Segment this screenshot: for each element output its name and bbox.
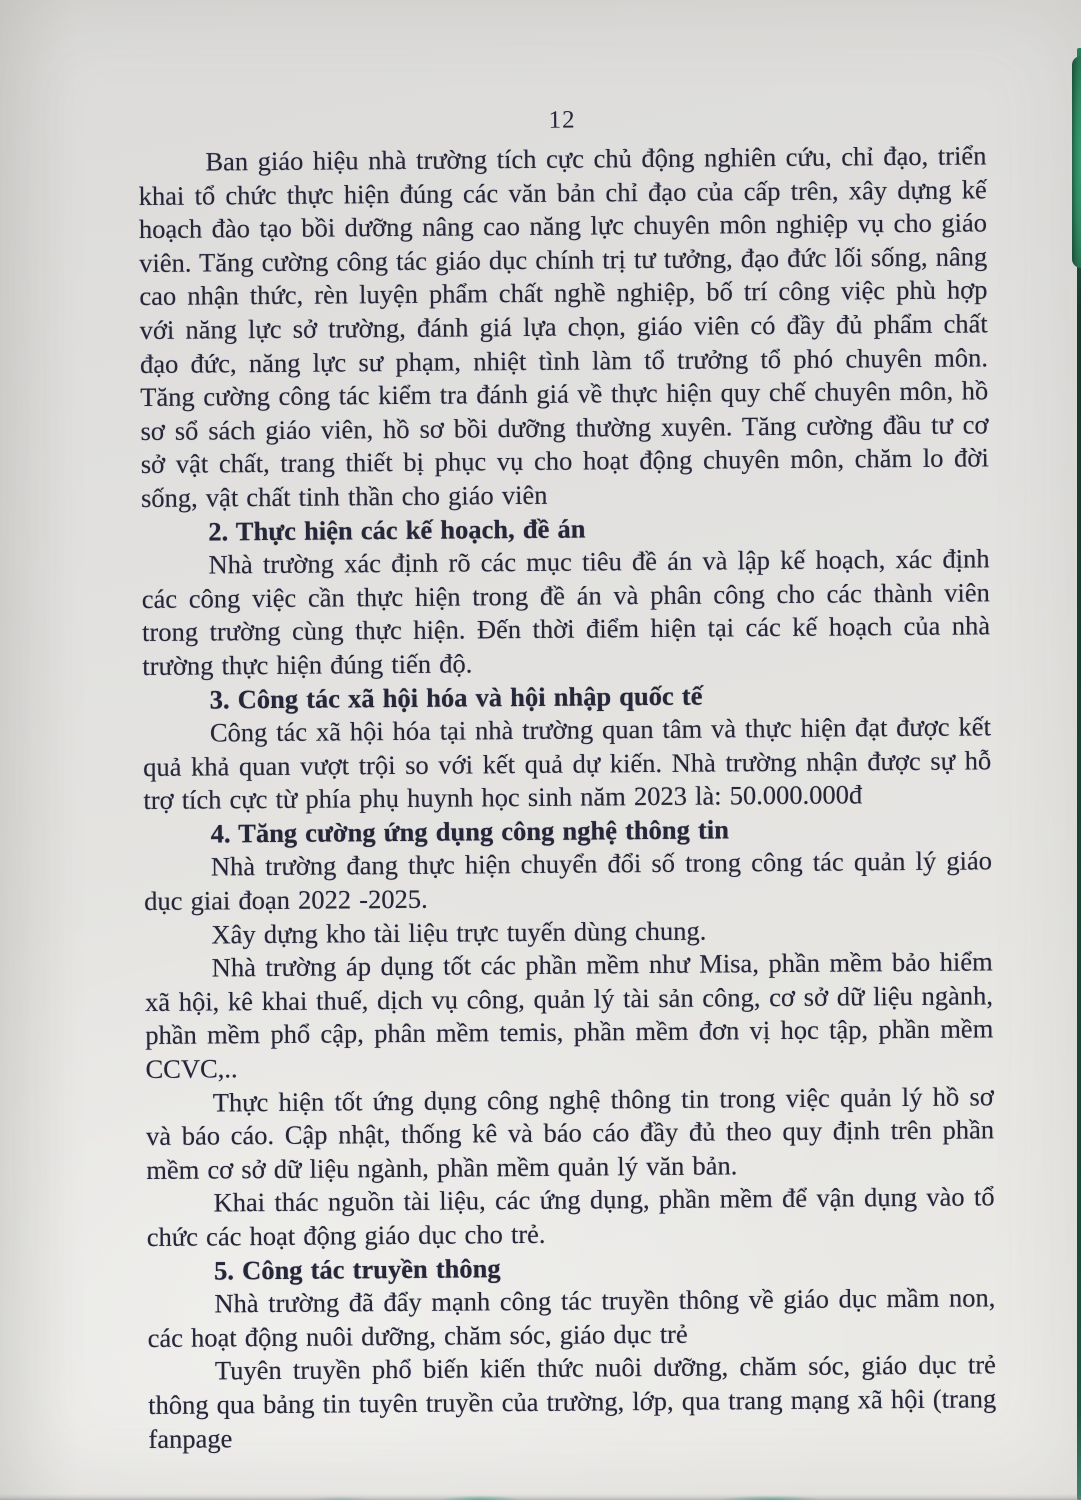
paragraph: Khai thác nguồn tài liệu, các ứng dụng, phần mềm để vận dụng vào tổ chức các hoạt động giáo dục cho trẻ.: [146, 1181, 995, 1252]
section-heading: 5. Công tác truyền thông: [213, 1252, 501, 1286]
section-heading: 4. Tăng cường ứng dụng công nghệ thông tin: [210, 814, 730, 849]
paragraph: Công tác xã hội hóa tại nhà trường quan tâm và thực hiện đạt được kết quả khả quan vượt trội so với kết quả dự kiến. Nhà trường nhận được sự hỗ trợ tích cực từ phía phụ huynh học sinh năm 2023 là: 50.000.000đ: [143, 711, 992, 816]
paragraph: Tuyên truyền phổ biến kiến thức nuôi dưỡng, chăm sóc, giáo dục trẻ thông qua bảng tin tuyên truyền của trường, lớp, qua trang mạng xã hội (trang fanpage: [148, 1349, 997, 1454]
paper-shading: [0, 0, 90, 1500]
background-edge-bulge: [1072, 56, 1081, 268]
document-body: [138, 139, 996, 1456]
page-number: 12: [548, 106, 576, 134]
section-heading: 2. Thực hiện các kế hoạch, đề án: [208, 513, 586, 546]
paragraph: Xây dựng kho tài liệu trực tuyến dùng chung.: [211, 915, 707, 950]
paragraph: Ban giáo hiệu nhà trường tích cực chủ động nghiên cứu, chỉ đạo, triển khai tổ chức thực hiện đúng các văn bản chỉ đạo của cấp trên, xây dựng kế hoạch đào tạo bồi dưỡng nâng cao năng lực chuyên môn nghiệp vụ cho giáo viên. Tăng cường công tác giáo dục chính trị tư tưởng, đạo đức lối sống, nâng cao nhận thức, rèn luyện phẩm chất nghề nghiệp, bố trí công việc phù hợp với năng lực sở trường, đánh giá lựa chọn, giáo viên có đầy đủ phẩm chất đạo đức, năng lực sư phạm, nhiệt tình làm tổ trưởng tổ phó chuyên môn. Tăng cường công tác kiểm tra đánh giá về thực hiện quy chế chuyên môn, hồ sơ sổ sách giáo viên, hồ sơ bồi dưỡng thường xuyên. Tăng cường đầu tư cơ sở vật chất, trang thiết bị phục vụ cho hoạt động chuyên môn, chăm lo đời sống, vật chất tinh thần cho giáo viên: [138, 140, 989, 513]
background-edge-bottom: [0, 1494, 1081, 1500]
paragraph: Nhà trường đã đẩy mạnh công tác truyền thông về giáo dục mầm non, các hoạt động nuôi dưỡng, chăm sóc, giáo dục trẻ: [147, 1282, 996, 1353]
page-content: [138, 103, 997, 1456]
paragraph: Nhà trường áp dụng tốt các phần mềm như Misa, phần mềm bảo hiểm xã hội, kê khai thuế, dịch vụ công, quản lý tài sản công, cơ sở dữ liệu ngành, phần mềm phổ cập, phân mềm temis, phần mềm đơn vị học tập, phần mềm CCVC,..: [144, 946, 994, 1085]
paragraph: Nhà trường xác định rõ các mục tiêu đề án và lập kế hoạch, xác định các công việc cần thực hiện trong đề án và phân công cho các thành viên trong trường cùng thực hiện. Đến thời điểm hiện tại các kế hoạch của nhà trường thực hiện đúng tiến độ.: [141, 543, 991, 681]
section-heading: 3. Công tác xã hội hóa và hội nhập quốc tế: [209, 680, 703, 714]
paragraph: Nhà trường đang thực hiện chuyển đổi số trong công tác quản lý giáo dục giai đoạn 2022 -2025.: [144, 845, 993, 917]
paragraph: Thực hiện tốt ứng dụng công nghệ thông tin trong việc quản lý hồ sơ và báo cáo. Cập nhật, thống kê và báo cáo đầy đủ theo quy định trên phần mềm cơ sở dữ liệu ngành, phần mềm quản lý văn bản.: [145, 1080, 995, 1185]
